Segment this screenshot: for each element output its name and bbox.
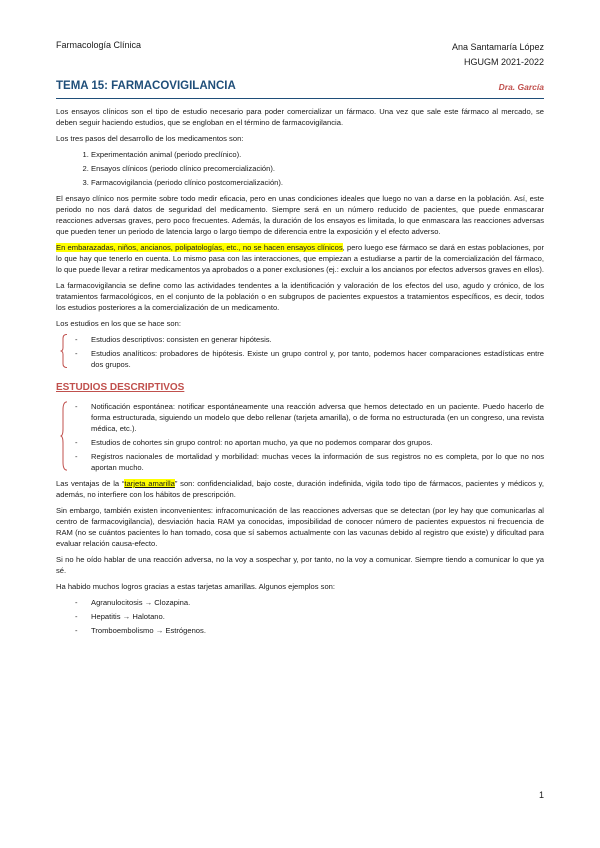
list-item: - Estudios descriptivos: consisten en generar hipótesis. xyxy=(91,334,544,345)
list-item: - Estudios analíticos: probadores de hipótesis. Existe un grupo control y, por tanto, podemos hacer comparaciones estadísticas entre dos grupos. xyxy=(91,348,544,370)
list-item: 2. Ensayos clínicos (periodo clínico precomercialización). xyxy=(91,163,544,174)
unknown-reaction-paragraph: Si no he oído hablar de una reacción adversa, no la voy a sospechar y, por tanto, no la voy a comunicar. Siempre tiendo a comunicar lo que ya sé. xyxy=(56,555,544,575)
document-body xyxy=(56,106,544,641)
advantages-paragraph xyxy=(56,478,544,500)
lecturer-name: Dra. García xyxy=(498,82,544,92)
definition-paragraph: La farmacovigilancia se define como las actividades tendentes a la identificación y valoración de los efectos del uso, agudo y crónico, de los tratamientos farmacológicos, en el conjunto de la población o en subgrupos de pacientes expuestos a tratamientos específicos, es decir, todos los estudios posteriores a la comercialización de un medicamento. xyxy=(56,281,544,312)
limits-paragraph: El ensayo clínico nos permite sobre todo medir eficacia, pero en unas condiciones ideales que luego no van a darse en la población. Así, este periodo no nos dará datos de seguridad del medicamento. Siempre será en un número reducido de pacientes, que puede enmascarar reacciones adversas graves, pero poco frecuentes. Además, la duración de los ensayos es limitada, lo que enmascara las reacciones adversas que pueden tener un periodo de latencia largo o largo tiempo de diferencia entre la exposición y el efecto adverso. xyxy=(56,194,544,236)
intro-paragraph: Los ensayos clínicos son el tipo de estudio necesario para poder comercializar un fármaco. Una vez que sale este fármaco al mercado, se deben seguir haciendo estudios, que se engloban en el término de farmacovigilancia. xyxy=(56,107,544,127)
header-course: Farmacología Clínica xyxy=(56,40,142,50)
paragraph-text: Las ventajas de la “ xyxy=(56,479,125,488)
left-brace-icon xyxy=(60,334,68,368)
title-row xyxy=(56,80,544,99)
achievements-intro: Ha habido muchos logros gracias a estas tarjetas amarillas. Algunos ejemplos son: xyxy=(56,582,336,591)
special-populations-paragraph xyxy=(56,242,544,275)
disadvantages-paragraph: Sin embargo, también existen inconvenientes: infracomunicación de las reacciones adversas que se detectan (por ley hay que comunicarlas al centro de farmacovigilancia), desviación hacia RAM ya conocidas, imposibilidad de conocer número de pacientes expuestos ni frecuencia de RAM (no se cuántos pacientes lo han tomado, cosa que sí sabemos actualmente con las vacunas debido al registro que existe) y dificultad para evaluar relación causa-efecto. xyxy=(56,506,544,548)
steps-list xyxy=(56,149,544,188)
list-item: - Notificación espontánea: notificar espontáneamente una reacción adversa que hemos detectado en un paciente. Puedo hacerlo de forma estructurada, siguiendo un modelo que debo rellenar (tarjeta amarilla), o de forma no estructurada (en un congreso, una revista médica, etc.). xyxy=(91,401,544,434)
studies-list xyxy=(56,334,544,370)
highlighted-term: tarjeta amarilla xyxy=(124,479,175,488)
paragraph-text: ” son: confidencialidad, bajo coste, duración indefinida, vigila todo tipo de fármacos, pacientes y médicos y, además, no interfiere con los hábitos de prescripción. xyxy=(56,479,544,499)
header-hospital-year: HGUGM 2021-2022 xyxy=(463,57,544,67)
steps-intro: Los tres pasos del desarrollo de los medicamentos son: xyxy=(56,134,244,143)
page-number: 1 xyxy=(538,790,544,800)
paragraph-text: , pero luego ese fármaco se dará en estas poblaciones, por lo que hay que tenerlo en cuenta. Lo mismo pasa con las interacciones, que empiezan a estudiarse a partir de la comercialización del fármaco, lo que puede llevar a retirar medicamentos ya aprobados o a poner exclusiones (ej.: excluir a los ancianos por efectos adversos graves en ellos). xyxy=(56,243,544,274)
list-item: 1. Experimentación animal (periodo preclínico). xyxy=(91,149,544,160)
list-item: - Registros nacionales de mortalidad y morbilidad: muchas veces la información de sus registros no es completa, por lo que no nos aportan mucho. xyxy=(91,451,544,473)
list-item: - Hepatitis → Halotano. xyxy=(91,611,544,622)
section-heading-descriptive: ESTUDIOS DESCRIPTIVOS xyxy=(56,382,185,393)
list-item: - Estudios de cohortes sin grupo control: no aportan mucho, ya que no podemos comparar dos grupos. xyxy=(91,437,544,448)
list-item: - Tromboembolismo → Estrógenos. xyxy=(91,625,544,636)
studies-intro: Los estudios en los que se hace son: xyxy=(56,319,181,328)
descriptive-studies-list xyxy=(56,401,544,473)
header-author-block xyxy=(452,40,544,70)
list-item: 3. Farmacovigilancia (periodo clínico postcomercialización). xyxy=(91,177,544,188)
page-title: TEMA 15: FARMACOVIGILANCIA xyxy=(56,80,236,92)
list-item: - Agranulocitosis → Clozapina. xyxy=(91,597,544,608)
highlighted-text: En embarazadas, niños, ancianos, polipatologías, etc., no se hacen ensayos clínicos xyxy=(56,243,343,252)
left-brace-icon xyxy=(60,401,68,471)
examples-list xyxy=(56,597,544,636)
header-author: Ana Santamaría López xyxy=(451,42,544,52)
